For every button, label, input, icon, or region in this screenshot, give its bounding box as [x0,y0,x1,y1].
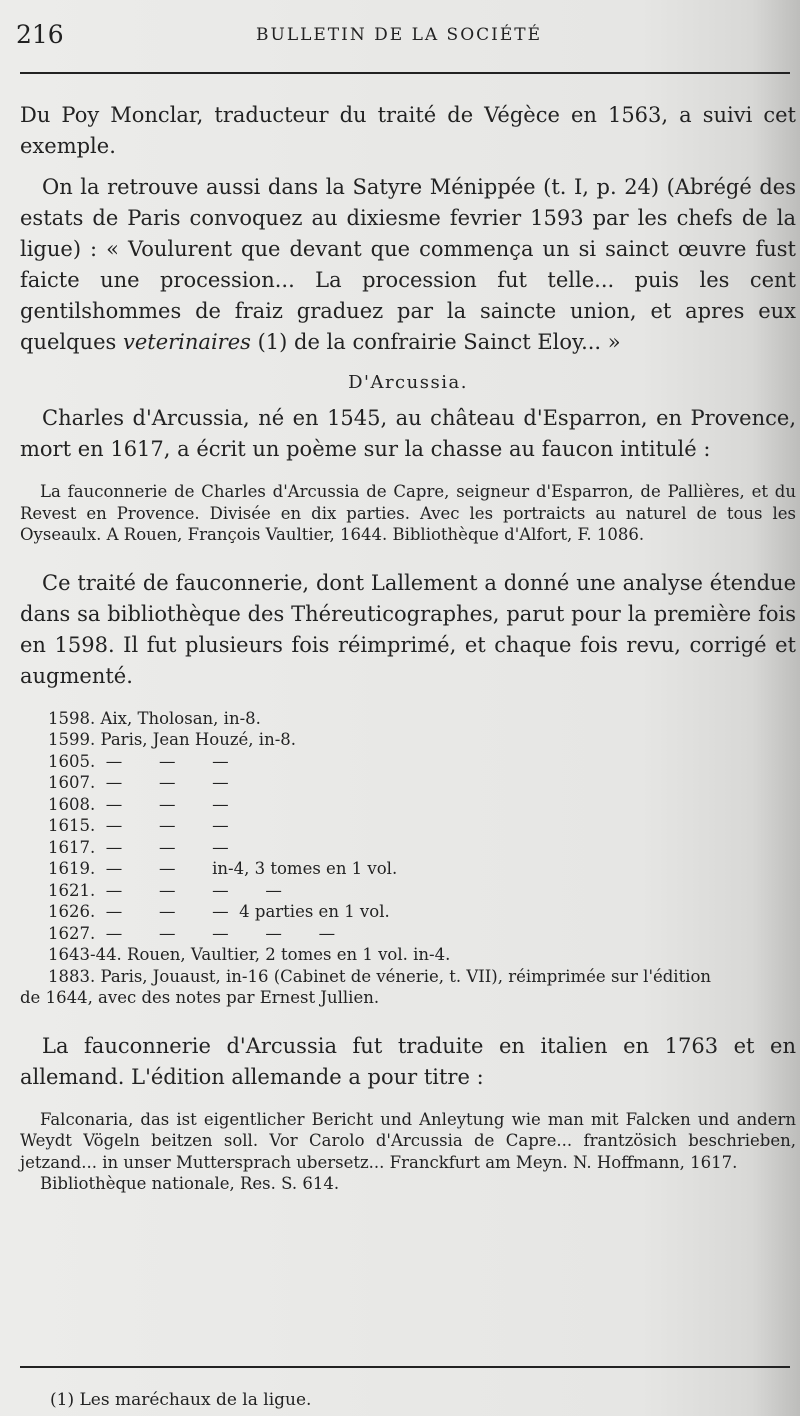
edition-item: 1615. — — — [48,816,229,835]
paragraph-2 [20,172,796,358]
edition-item: 1627. — — — — — [48,923,336,943]
edition-item: 1599. Paris, Jean Houzé, in-8. [48,730,297,749]
edition-item: 1598. Aix, Tholosan, in-8. [48,708,261,728]
paragraph-6: La fauconnerie d'Arcussia fut traduite en italien en 1763 et en allemand. L'édition allemande a pour titre : [20,1033,796,1089]
paragraph-1: Du Poy Monclar, traducteur du traité de Végèce en 1563, a suivi cet exemple. [20,103,796,158]
edition-item: 1617. — — — [48,837,229,857]
section-heading: D'Arcussia. [348,372,468,393]
footnote-rule [20,1366,790,1368]
edition-item: 1643-44. Rouen, Vaultier, 2 tomes en 1 vol. in-4. [48,945,451,964]
edition-item [20,966,796,1009]
edition-1883-line2: de 1644, avec des notes par Ernest Jullien. [20,988,380,1007]
edition-item: 1619. — — in-4, 3 tomes en 1 vol. [48,859,398,878]
paragraph-2-end: (1) de la confrairie Sainct Eloy... » [250,330,621,354]
edition-item: 1626. — — — 4 parties en 1 vol. [48,902,390,921]
running-title: BULLETIN DE LA SOCIÉTÉ [256,25,543,45]
edition-item: 1621. — — — — [48,880,282,900]
paragraph-4: La fauconnerie de Charles d'Arcussia de Capre, seigneur d'Esparron, de Pallières, et du Revest en Provence. Divisée en dix parties. Avec les portraicts au naturel de tous les Oyseaulx. A Rouen, François Vaultier, 1644. Bibliothèque d'Alfort, F. 1086. [20,482,796,544]
paragraph-8: Bibliothèque nationale, Res. S. 614. [40,1174,340,1193]
paragraph-3: Charles d'Arcussia, né en 1545, au château d'Esparron, en Provence, mort en 1617, a écrit un poème sur la chasse au faucon intitulé : [20,406,796,461]
edition-item: 1607. — — — [48,773,229,792]
paragraph-7: Falconaria, das ist eigentlicher Bericht und Anleytung wie man mit Falcken und andern Weydt Vögeln beitzen soll. Vor Carolo d'Arcussia de Capre... frantzösich beschrieben, jetzand... in unser Muttersprach ubersetz... Franckfurt am Meyn. N. Hoffmann, 1617. [20,1109,796,1172]
edition-1883-line1: 1883. Paris, Jouaust, in-16 (Cabinet de vénerie, t. VII), réimprimée sur l'édition [48,966,712,986]
page-body [20,100,796,1195]
page-header [16,20,776,60]
paragraph-5: Ce traité de fauconnerie, dont Lallement a donné une analyse étendue dans sa bibliothèque des Théreuticographes, parut pour la première fois en 1598. Il fut plusieurs fois réimprimé, et chaque fois revu, corrigé et augmenté. [20,570,796,688]
header-rule [20,72,790,74]
editions-list [20,708,796,1009]
page-number: 216 [16,20,64,49]
paragraph-2-text: On la retrouve aussi dans la Satyre Ménippée (t. I, p. 24) (Abrégé des estats de Paris convoquez au dixiesme fevrier 1593 par les chefs de la ligue) : « Voulurent que devant que commença un si sainct œuvre fust faicte une procession... La procession fut telle... puis les cent gentilshommes de fraiz graduez par la saincte union, et apres eux quelques [20,175,796,354]
footnote: (1) Les maréchaux de la ligue. [50,1390,312,1410]
edition-item: 1605. — — — [48,751,229,771]
paragraph-2-italic: veterinaires [122,330,251,354]
edition-item: 1608. — — — [48,794,229,814]
